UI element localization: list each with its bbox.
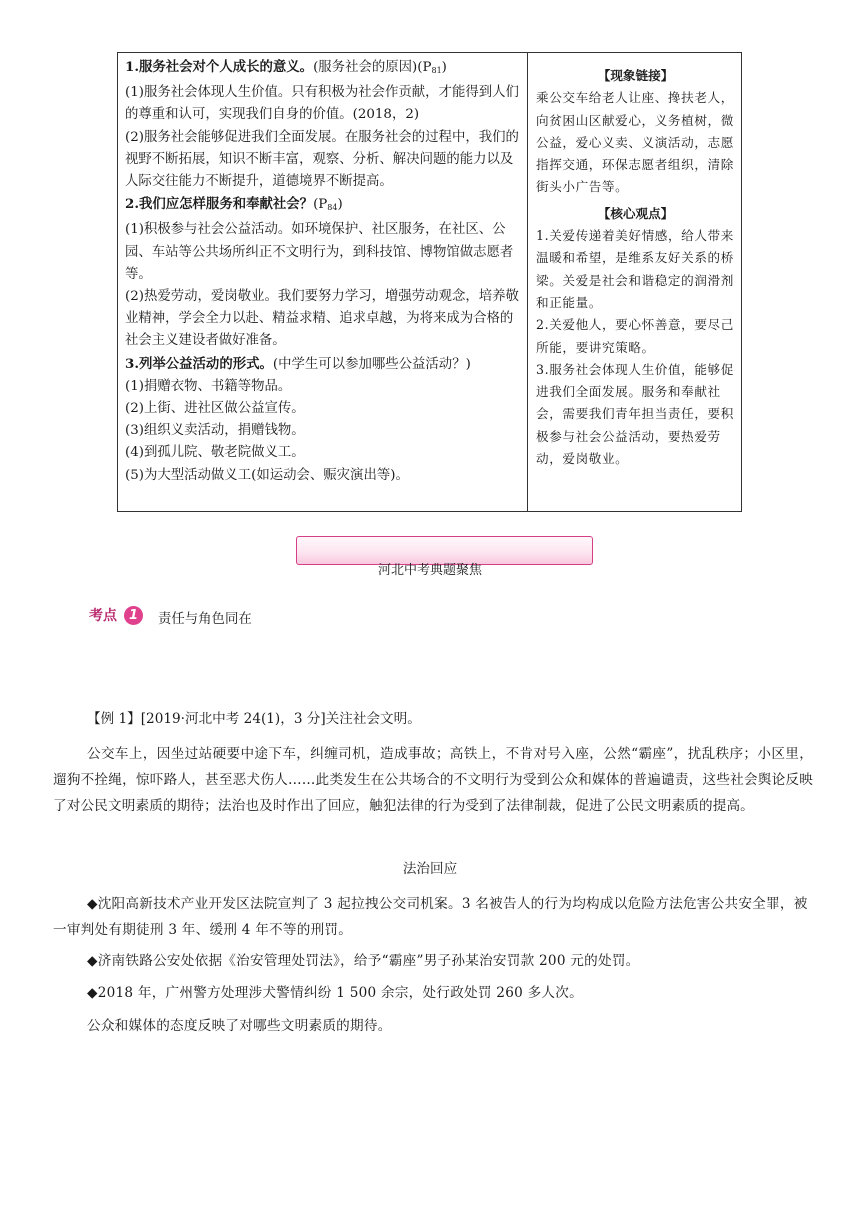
section-title: 法治回应 (402, 861, 458, 877)
bullet-item: ◆沈阳高新技术产业开发区法院宣判了 3 起拉拽公交司机案。3 名被告人的行为均构成以危险方法危害公共安全罪，被一审判处有期徒刑 3 年、缓刑 4 年不等的刑罚。 (53, 896, 808, 938)
bullet-item: ◆2018 年，广州警方处理涉犬警情纠纷 1 500 余宗，处行政处罚 260 多人次。 (87, 985, 583, 1001)
left-item: (2)服务社会能够促进我们全面发展。在服务社会的过程中，我们的视野不断拓展，知识不断丰富，观察、分析、解决问题的能力以及人际交往能力不断提升，道德境界不断提高。 (125, 129, 519, 190)
core-view-point: 2.关爱他人，要心怀善意，要尽己所能，要讲究策略。 (536, 317, 734, 355)
kaodian-label: 考点 (89, 608, 117, 624)
core-view-point: 3.服务社会体现人生价值，能够促进我们全面发展。服务和奉献社会，需要我们青年担当责任，要积极参与社会公益活动，要热爱劳动，爱岗敬业。 (536, 361, 734, 467)
left-item: (4)到孤儿院、敬老院做义工。 (125, 445, 305, 461)
kaodian-badge (85, 604, 147, 628)
left-item: (5)为大型活动做义工(如运动会、赈灾演出等)。 (125, 467, 409, 483)
left-item: (1)捐赠衣物、书籍等物品。 (125, 378, 292, 394)
left-item: (1)服务社会体现人生价值。只有积极为社会作贡献，才能得到人们的尊重和认可，实现我们自身的价值。(2018，2) (125, 85, 519, 123)
left-item: (3)组织义卖活动，捐赠钱物。 (125, 423, 305, 439)
left-item: (2)热爱劳动，爱岗敬业。我们要努力学习，增强劳动观念，培养敬业精神，学会全力以赴、精益求精、追求卓越，为将来成为合格的社会主义建设者做好准备。 (125, 289, 519, 349)
phenomenon-heading: 【现象链接】 (597, 68, 674, 83)
phenomenon-text: 乘公交车给老人让座、搀扶老人，向贫困山区献爱心，义务植树，微公益，爱心义卖、义演活动，志愿指挥交通，环保志愿者组织，清除街头小广告等。 (536, 90, 734, 195)
left-heading-1: 1.服务社会对个人成长的意义。(服务社会的原因)$(P_{81})$ (125, 59, 447, 75)
question-text: 公众和媒体的态度反映了对哪些文明素质的期待。 (87, 1018, 392, 1034)
kaodian-number: 1 (124, 606, 143, 625)
knowledge-table (117, 52, 742, 512)
left-heading-3: 3.列举公益活动的形式。(中学生可以参加哪些公益活动？) (125, 355, 471, 372)
left-item: (1)积极参与社会公益活动。如环境保护、社区服务，在社区、公园、车站等公共场所纠正不文明行为，到科技馆、博物馆做志愿者等。 (125, 222, 514, 282)
section-banner-title: 河北中考典题聚焦 (377, 563, 482, 578)
bullet-item: ◆济南铁路公安处依据《治安管理处罚法》，给予“霸座”男子孙某治安罚款 200 元的处罚。 (87, 953, 640, 969)
kaodian-title: 责任与角色同在 (158, 612, 252, 627)
table-left-column (118, 53, 528, 511)
example-heading: 【例 1】[2019·河北中考 24(1)，3 分]关注社会文明。 (87, 711, 421, 727)
table-right-column (528, 53, 741, 511)
core-view-point: 1.关爱传递着美好情感，给人带来温暖和希望，是维系友好关系的桥梁。关爱是社会和谐稳定的润滑剂和正能量。 (536, 228, 734, 310)
section-banner (296, 536, 593, 565)
left-item: (2)上街、进社区做公益宣传。 (125, 401, 305, 417)
left-heading-2: 2.我们应怎样服务和奉献社会？$(P_{84})$ (125, 196, 343, 213)
example-paragraph: 公交车上，因坐过站硬要中途下车，纠缠司机，造成事故；高铁上，不肯对号入座，公然“霸座”，扰乱秩序；小区里，遛狗不拴绳，惊吓路人，甚至恶犬伤人……此类发生在公共场合的不文明行为受到公众和媒体的普遍谴责，这些社会舆论反映了对公民文明素质的期待；法治也及时作出了回应，触犯法律的行为受到了法律制裁，促进了公民文明素质的提高。 (53, 746, 813, 814)
core-view-heading: 【核心观点】 (597, 205, 674, 221)
